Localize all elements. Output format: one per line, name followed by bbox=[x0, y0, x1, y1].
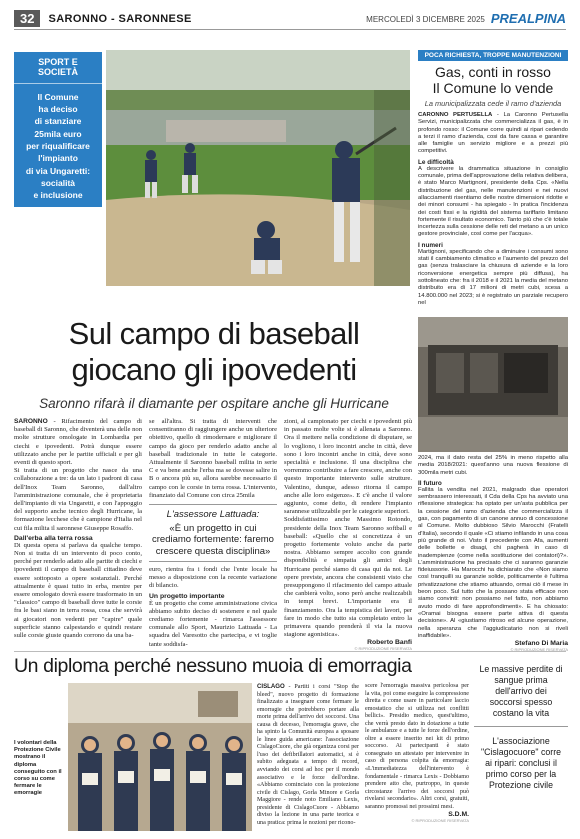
subheading: Un progetto importante bbox=[149, 592, 225, 600]
sidebar-tag-line: SPORT E bbox=[38, 57, 78, 67]
copyright-note: © RIPRODUZIONE RISERVATA bbox=[354, 646, 412, 652]
main-deck: Saronno rifarà il diamante per ospitare anche gli Hurricane bbox=[39, 396, 389, 411]
main-headline: giocano gli ipovedenti bbox=[71, 352, 357, 387]
sidebar-line: Il Comune bbox=[37, 91, 79, 102]
sidebar-line: di stanziare bbox=[34, 116, 82, 127]
newspaper-logo: PREALPINA bbox=[490, 11, 566, 26]
summary-item: Le massive perdite di sangue prima dell'arrivo dei soccorsi spesso costano la vita bbox=[474, 658, 568, 727]
sidebar-box bbox=[14, 52, 102, 207]
sidebar-line: di via Ungaretti: bbox=[25, 165, 91, 176]
right-article-column bbox=[418, 112, 568, 315]
summary-box bbox=[474, 658, 568, 833]
sidebar-line: socialità bbox=[40, 177, 76, 188]
main-headline: Sul campo di baseball bbox=[68, 316, 360, 351]
subheading: Il futuro bbox=[418, 479, 442, 487]
photo-caption: I volontari della Protezione Civile mostrano il diploma conseguito con il corso su come fermare le emorragie bbox=[14, 740, 62, 797]
paragraph: - Partiti i corsi "Stop the bleed", nuovo progetto di formazione finalizzato a insegnare come fermare le emorragie che potrebbero portare alla morte prima dell'arrivo dei soccorsi. Una causa di decesso, l'emorragia grave, che ha spinto la Comunità europea a sposare le linee guida americane: l'associazione CislagoCuore, che già organizza corsi per l'uso dei defibrillatori automatici, si è subito adeguata a tempo di record, avviando dei corsi ad hoc per il mondo associativo e le forze dell'ordine. «Abbiamo cominciato con la protezione civile di Cislago, Gorla Minore e Gorla Maggiore - rende noto Emiliano Lexis, presidente di CislagoCuore - Abbiamo diviso la lezione in una parte teorica e una pratica: prima le nozioni per ricono- bbox=[257, 684, 359, 826]
issue-date: MERCOLEDÌ 3 DICEMBRE 2025 bbox=[366, 15, 485, 24]
section-divider bbox=[14, 651, 566, 652]
dateline: SARONNO bbox=[14, 418, 48, 425]
paragraph: Martignoni, specificando che a diminuire i consumi sono stati il cambiamento climatico e l'aumento del prezzo del gas (senza tralasciare la chiusura di aziende e la loro riconversione energetica sempre più diffusa), ha sottolineato che: fra il 2018 e il 2021 la media del metano distribuito era di 17 milioni di metri cubi, scesa a 14.800.000 nel 2023; si è registrato un parziale recupero nel bbox=[418, 248, 568, 306]
paragraph: È un progetto che come amministrazione civica abbiamo subito deciso di sostenere e nel quale crediamo fortemente - rimarca l'assessore comunale allo Sport, Maurizio Lattuada - La squadra del Varesotto che partecipa, e vi toglie tante soddisfa- bbox=[149, 599, 277, 648]
quote-text: «È un progetto in cui crediamo fortemente: faremo crescere questa disciplina» bbox=[152, 522, 274, 557]
paragraph: A descrivere la drammatica situazione in consiglio comunale, prima dell'approvazione della relativa delibera, è stato Marco Martignoni, presidente della Cps. «Nella distribuzione del gas, nelle manutenzioni e nei nuovi allacciamenti risentiamo delle nostre dimensioni ridotte e dei minori consumi - ha spiegato - In pratica l'incidenza dei costi fissi e la rigidità del sistema tariffario limitano fortemente il risultato economico. Tanto più che c'è totale incertezza sulla cessione delle reti del metano a un unico gestore provinciale, così come per l'acqua». bbox=[418, 165, 568, 238]
article-column bbox=[257, 683, 359, 833]
paragraph: Di questa opera si parlava da qualche tempo. Non si tratta di un intervento di poco conto, perché per renderlo adatto alle partite di ciechi e ipovedenti il campo di baseball cittadino deve essere sottoposto a opere sostanziali. Perché attualmente è quasi tutto in erba, mentre per essere omologato dovrà essere trasformato in un "classico" campo di baseball dove tutte le corsie fra le basi siano in terra rossa, cosa che servirà ai giocatori non vedenti per "capire" quale superficie stanno calpestando e quindi restare sulle corsie giuste quando corrono da una ba- bbox=[14, 541, 142, 640]
summary-item: L'associazione "Cislagocuore" corre ai ripari: conclusi il primo corso per la Protezione civile bbox=[480, 736, 562, 790]
paragraph: 2024, ma il dato resta del 25% in meno rispetto alla media 2018/2021: quest'anno una nuova flessione di 300mila metri cubi. bbox=[418, 455, 568, 476]
section-title: SARONNO - SARONNESE bbox=[48, 13, 192, 25]
article-column bbox=[365, 683, 469, 833]
right-article-column bbox=[418, 455, 568, 653]
sidebar-line: per riqualificare bbox=[26, 140, 90, 151]
dateline: CISLAGO bbox=[257, 683, 285, 690]
gas-facility-photo bbox=[418, 317, 568, 452]
sidebar-summary bbox=[14, 84, 102, 209]
paragraph: euro, rientra fra i fondi che l'ente locale ha messo a disposizione con la recente variazione di bilancio. bbox=[149, 566, 277, 590]
subheading: Dall'erba alla terra rossa bbox=[14, 534, 93, 542]
right-article-deck: La municipalizzata cede il ramo d'azienda bbox=[424, 99, 562, 108]
paragraph: - La Caronno Pertusella Servizi, municipalizzata che commercializza il gas, è in profondo rosso: il Comune corre quindi ai ripari cedendo a terzi il ramo d'azienda, cosi da fare cassa e garantire alle famiglie un servizio migliore e a prezzi più competitivi. bbox=[418, 112, 569, 155]
right-article-headline: Gas, conti in rosso bbox=[435, 64, 551, 80]
copyright-note: © RIPRODUZIONE RISERVATA bbox=[510, 647, 568, 653]
paragraph: Soddisfattissimo anche Massimo Rotondo, presidente della Inox Team Saronno softball e baseball: «Quello che si concretizza è un progetto fortemente voluto anche da parte nostra. Abbiamo sempre accolto con grande disponibilità e simpatia gli amici degli Hurricane perché siamo di casa qui da noi. Le opere previste, ancora che consistenti visto che presuppongono il rifacimento del campo attuale che canbierà volto, sono però anche realizzabili in tempi brevi. L'importante era il finanziamento. Ora la tempistica dei lavori, per fare in modo che tutto sia completato entro la primavera quando prenderà il via la nuova stagione agonistica». bbox=[284, 516, 412, 639]
subheading: Le difficoltà bbox=[418, 158, 454, 166]
quote-author: L'assessore Lattuada: bbox=[166, 509, 260, 521]
sidebar-tag bbox=[14, 52, 102, 84]
paragraph: scere l'emorragia massiva pericolosa per la vita, poi come eseguire la compressione diretta e come usare in particolare laccio emostatico che si utilizza nei conflitti bellici». Presidio medico, quest'ultimo, che verrà presto dato in dotazione a tutte le ambulanze e a tutte le forze dell'ordine, oltre a essere inserito nei kit di primo soccorso. Ai partecipanti è stato consegnato un attestato per intervenire in caso di persona colpita da emorragia: «L'immediatezza dell'intervento è fondamentale - rimarca Lexis - Dobbiamo prendere atto che, purtroppo, in queste circostanze l'arrivo dei soccorsi può rivelarsi secondario». Altri corsi, gratuiti, saranno promossi nei prossimi mesi. bbox=[365, 683, 469, 810]
sidebar-line: l'impianto bbox=[38, 153, 78, 164]
sidebar-line: ha deciso bbox=[38, 104, 78, 114]
paragraph: Si tratta di un progetto che nasce da una collaborazione a tre: da un lato i padroni di casa dell'Inox Team Saronno, dall'altro l'amministrazione comunale, che è proprietaria dell'impianto di via Ungaretti, e con l'appoggio del supporto anche tecnico degli Hurricane, la formazione lecchese che è campione d'Italia nel cui fila milita il saronnese Giuseppe Rosaffo. bbox=[14, 467, 142, 532]
copyright-note: © RIPRODUZIONE RISERVATA bbox=[411, 818, 469, 824]
paragraph: zioni, al campionato per ciechi e ipovedenti più in passato molte volte si è allenata a Saronno. Ora il mettere nella condizione di disputare, se lo vogliono, i loro incontri anche in città, deve sono i loro incontri anche in città, deve sono specialità e inclusione. Il una disciplina che vorremmo contribuire a fare crescere, anche con questo importante intervento sulle strutture. Valentino, dunque, adesso ritorna il campo anche alle loro esigenze». E c'è anche il valore aggiunto, come detto, di rendere l'impianto sarannese utilizzabile per le categorie superiori. bbox=[284, 418, 412, 516]
volunteers-photo bbox=[68, 683, 252, 831]
byline: Roberto Banfi bbox=[367, 639, 412, 647]
page-header bbox=[14, 4, 566, 30]
pull-quote bbox=[149, 504, 277, 562]
page-number: 32 bbox=[14, 10, 40, 27]
paragraph: - Rifacimento del campo di baseball di Saronno, che diventerà una delle non molte strutture omologate in Lombardia per ciechi e ipovedenti. Potrà dunque essere utilizzato anche per le partite ufficiali e per gli eventi di questo sport. bbox=[14, 418, 142, 467]
article-column bbox=[149, 418, 277, 648]
article-column bbox=[284, 418, 412, 652]
paragraph: se all'altra. Si tratta di interventi che consentiranno di raggiungere anche un ulteriore obiettivo, quello di rimodernare e migliorare il campo da gioco per renderlo adatto anche al baseball tradizionale in tutte le categorie. Attualmente il Saronno baseball milita in serie C e va bene anche l'erba ma se dovesse salire in B o ancora più su, allora sarebbe necessario il campo con le corsie in terra rossa. L'intervento, finanziato dal Comune con circa 25mila bbox=[149, 418, 277, 499]
paragraph: Fallita la vendita nel 2021, malgrado due operatori sembrassero interessati, il Cda della Cps ha avviato una riflessione strategica: ha optato per un'asta pubblica per la cessione del ramo d'azienda che commercializza il gas, con pagamento di un canone annuo di concessione al Comune. Molto dubbioso Silvio Marocchi (Fratelli d'Italia), secondo il quale «Ci stiamo infilando in una cosa più grande di noi. Visto il precedente con Afa, aumenti delle bollette e disagi, chi pagherà in caso di inadempienze (come nella sostituzione dei contatori)?». L'amministrazione ha precisato che ci saranno garanzie fideiussorie. Ha Marocchi ha dichiarato che «Non siamo così tranquilli su garanzie solide, politicamente è l'ultima privatizzazione che stiamo attuando, ormai ciò il mese in beon poco. Sul tutto che la possano stata efficace non siamo convinti: non possiamo nel fatto, non abbiamo avuto modo di fare approfondimenti». E ha chiosato: «Oramai bisogna essere parte attiva di questa decisione». Al «giustiamo ritroso ed alcune operazione, nella speranza che l'aggiudicatario non si riveli inaffidabile». bbox=[418, 486, 568, 639]
right-article-headline: Il Comune lo vende bbox=[432, 80, 554, 96]
bottom-headline: Un diploma perché nessuno muoia di emorragia bbox=[14, 655, 412, 677]
dateline: CARONNO PERTUSELLA bbox=[418, 112, 493, 118]
byline: S.D.M. bbox=[448, 811, 469, 819]
byline: Stefano Di Maria bbox=[514, 640, 568, 648]
sidebar-line: 25mila euro bbox=[34, 128, 82, 139]
sidebar-line: e inclusione bbox=[33, 190, 83, 201]
right-article-tag: POCA RICHIESTA, TROPPE MANUTENZIONI bbox=[418, 50, 568, 61]
baseball-photo bbox=[106, 50, 410, 286]
subheading: I numeri bbox=[418, 241, 443, 249]
article-column bbox=[14, 418, 142, 648]
sidebar-tag-line: SOCIETÀ bbox=[37, 67, 78, 78]
